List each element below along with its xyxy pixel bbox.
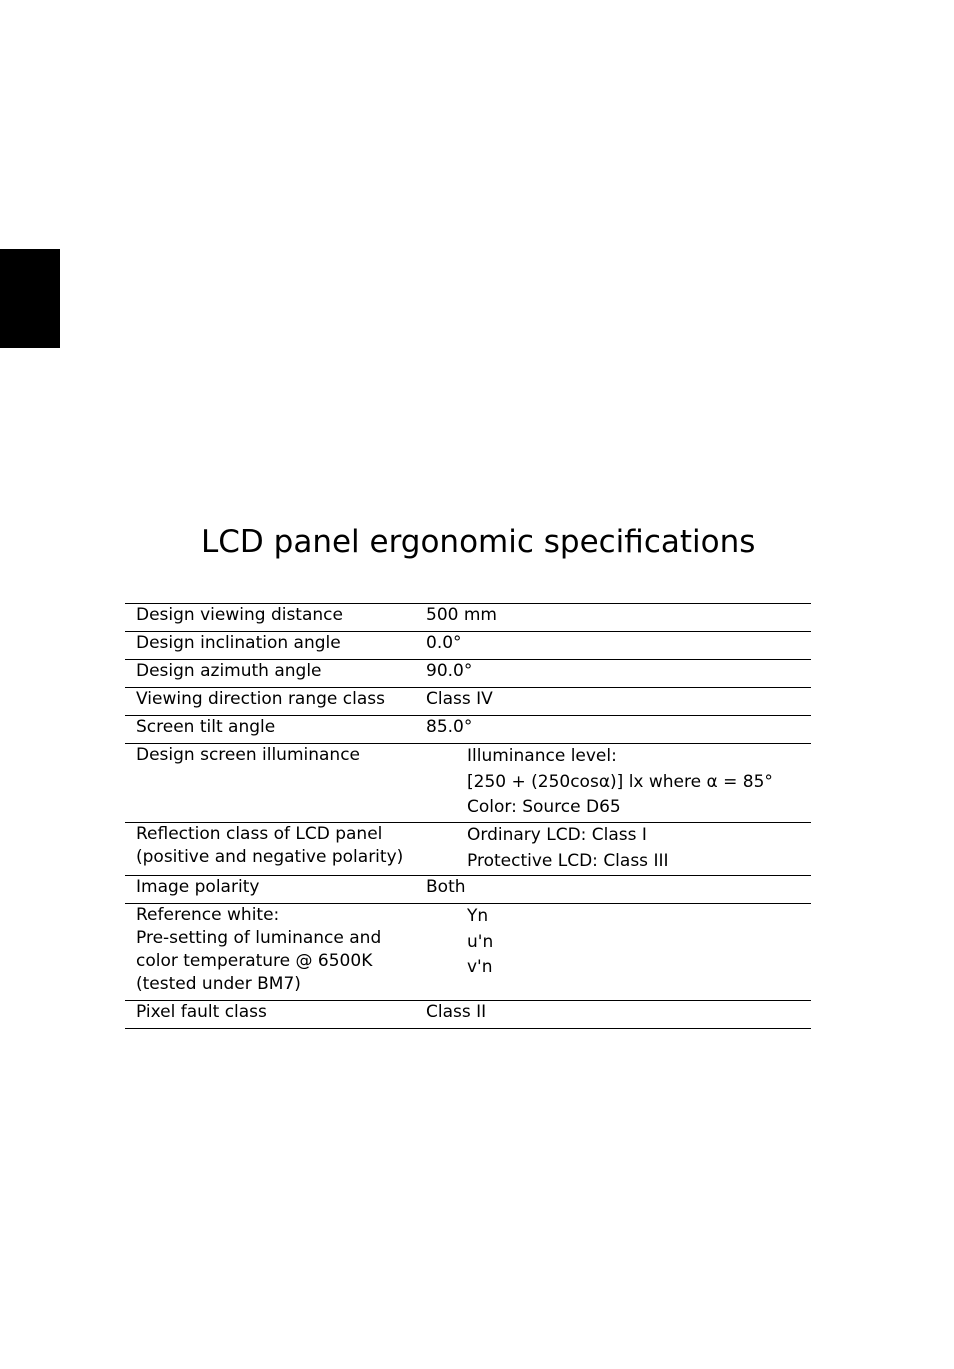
row-value: 90.0° xyxy=(426,660,811,688)
row-value: Yn u'n v'n xyxy=(426,904,811,1001)
row-value: 0.0° xyxy=(426,632,811,660)
row-label: Pixel fault class xyxy=(125,1001,426,1029)
row-label: Design inclination angle xyxy=(125,632,426,660)
row-label: Reference white: Pre-setting of luminance and color temperature @ 6500K (tested under BM7) xyxy=(125,904,426,1001)
table-row xyxy=(125,904,811,1001)
row-label: Design viewing distance xyxy=(125,604,426,632)
table-row xyxy=(125,1001,811,1029)
table-row xyxy=(125,632,811,660)
row-value: Class IV xyxy=(426,688,811,716)
table-row xyxy=(125,688,811,716)
table-row xyxy=(125,876,811,904)
row-value: Both xyxy=(426,876,811,904)
spec-table xyxy=(125,603,811,1029)
table-row xyxy=(125,604,811,632)
row-label: Screen tilt angle xyxy=(125,716,426,744)
row-label: Reflection class of LCD panel (positive and negative polarity) xyxy=(125,823,426,876)
table-row xyxy=(125,660,811,688)
page-title: LCD panel ergonomic specifications xyxy=(201,524,756,560)
table-row xyxy=(125,716,811,744)
table-row xyxy=(125,823,811,876)
chapter-tab-marker xyxy=(0,249,60,348)
row-value: 500 mm xyxy=(426,604,811,632)
table-row xyxy=(125,744,811,823)
row-label: Design azimuth angle xyxy=(125,660,426,688)
row-label: Viewing direction range class xyxy=(125,688,426,716)
row-value: 85.0° xyxy=(426,716,811,744)
row-value: Class II xyxy=(426,1001,811,1029)
row-label: Image polarity xyxy=(125,876,426,904)
row-label: Design screen illuminance xyxy=(125,744,426,823)
row-value: Ordinary LCD: Class I Protective LCD: Class III xyxy=(426,823,811,876)
row-value: Illuminance level: [250 + (250cosα)] lx where α = 85° Color: Source D65 xyxy=(426,744,811,823)
